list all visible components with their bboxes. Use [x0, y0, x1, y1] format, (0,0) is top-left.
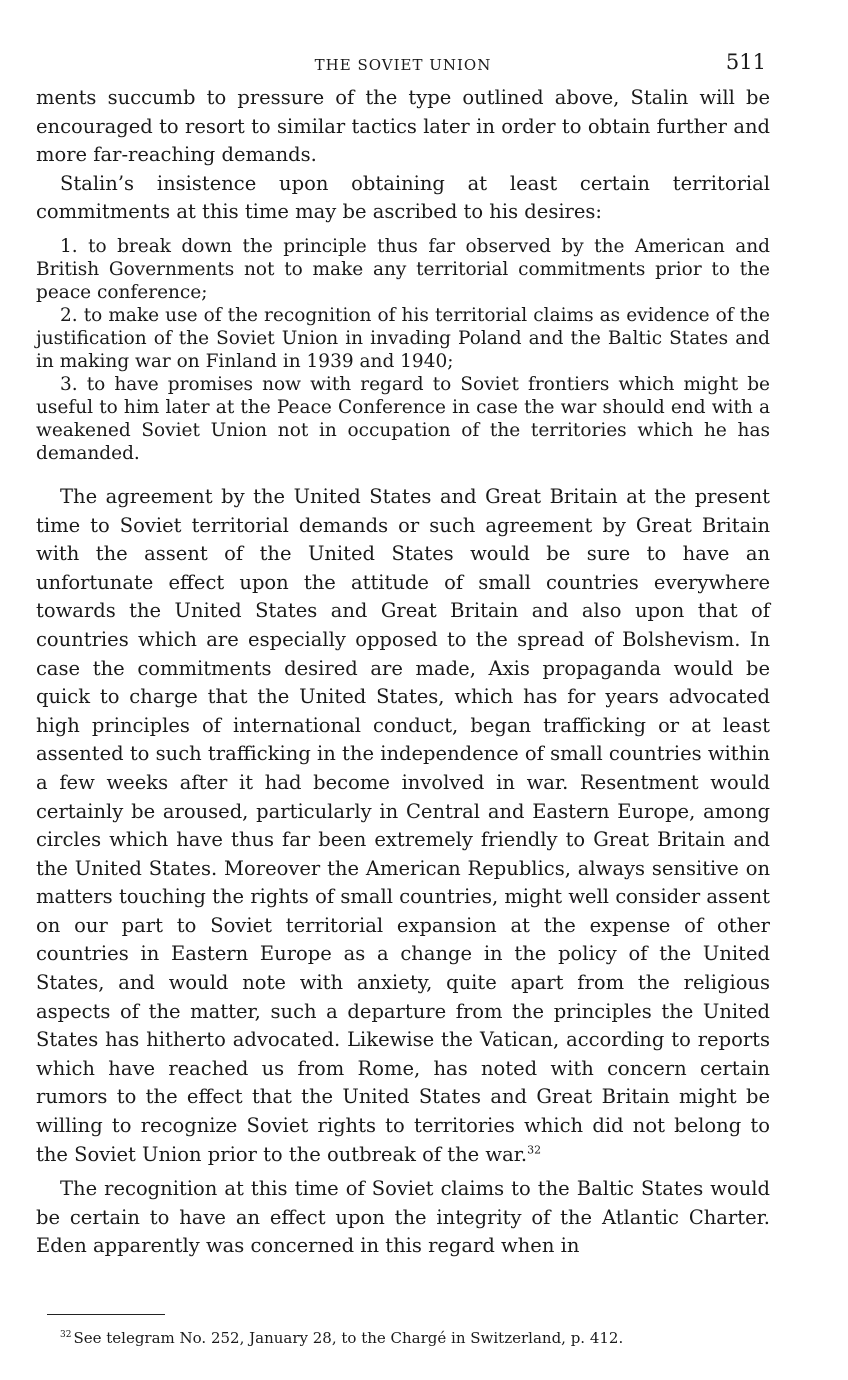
body-paragraph-3 — [36, 483, 770, 1169]
list-item-3: 3. to have promises now with regard to Soviet frontiers which might be useful to him later at the Peace Conference in case the war should end with a weakened Soviet Union not in occupation of the territories which he has demanded. — [36, 373, 770, 464]
document-page — [36, 50, 770, 1261]
body-paragraph-2: Stalin’s insistence upon obtaining at least certain territorial commitments at this time may be ascribed to his desires: — [36, 171, 770, 224]
list-item-2: 2. to make use of the recognition of his territorial claims as evidence of the justification of the Soviet Union in invading Poland and the Baltic States and in making war on Finland in 1939 and 1940; — [36, 304, 770, 372]
footnote-marker: 32 — [60, 1330, 72, 1340]
list-item-1: 1. to break down the principle thus far observed by the American and British Governments not to make any territorial commitments prior to the peace conference; — [36, 235, 770, 303]
desires-list — [36, 235, 770, 465]
body-paragraph-4: The recognition at this time of Soviet claims to the Baltic States would be certain to have an effect upon the integrity of the Atlantic Charter. Eden apparently was concerned in this regard when in — [36, 1177, 770, 1258]
running-title: THE SOVIET UNION — [314, 56, 492, 74]
footnote-divider — [47, 1314, 165, 1315]
footnote-reference[interactable]: 32 — [527, 1143, 542, 1157]
body-paragraph-3-text: The agreement by the United States and Great Britain at the present time to Soviet territorial demands or such agreement by Great Britain with the assent of the United States would be sure to have an unfortunate effect upon the attitude of small countries everywhere towards the United States and Great Britain and also upon that of countries which are especially opposed to the spread of Bolshevism. In case the commitments desired are made, Axis propaganda would be quick to charge that the United States, which has for years advocated high principles of international conduct, began trafficking or at least assented to such trafficking in the independence of small countries within a few weeks after it had become involved in war. Resentment would certainly be aroused, particularly in Central and Eastern Europe, among circles which have thus far been extremely friendly to Great Britain and the United States. Moreover the American Republics, always sensitive on matters touching the rights of small countries, might well consider assent on our part to Soviet territorial expansion at the expense of other countries in Eastern Europe as a change in the policy of the United States, and would note with anxiety, quite apart from the religious aspects of the matter, such a departure from the principles the United States has hitherto advocated. Likewise the Vatican, according to reports which have reached us from Rome, has noted with concern certain rumors to the effect that the United States and Great Britain might be willing to recognize Soviet rights to territories which did not belong to the Soviet Union prior to the outbreak of the war. — [36, 484, 770, 1166]
footnote-text: See telegram No. 252, January 28, to the Chargé in Switzerland, p. 412. — [73, 1329, 624, 1347]
footnote — [60, 1328, 780, 1348]
body-paragraph-1: ments succumb to pressure of the type outlined above, Stalin will be encouraged to resort to similar tactics later in order to obtain further and more far-reaching demands. — [36, 86, 770, 167]
page-number: 511 — [725, 50, 766, 74]
running-head — [36, 50, 770, 84]
